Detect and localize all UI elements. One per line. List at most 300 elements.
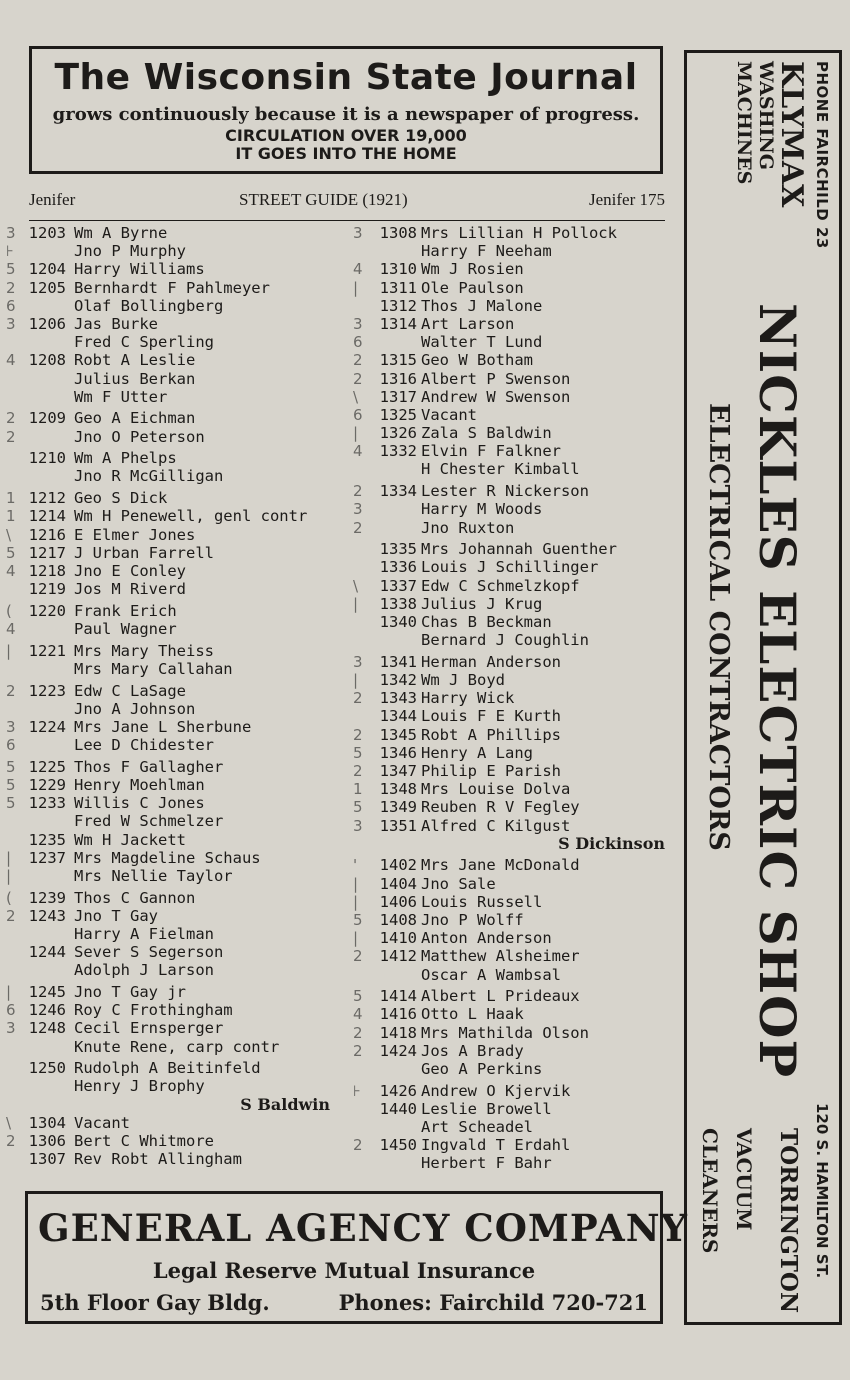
house-number: 1345 xyxy=(379,725,417,744)
listing-row xyxy=(345,780,667,798)
street-heading-text: S Baldwin xyxy=(240,1094,330,1114)
listing-row xyxy=(0,297,330,315)
listing-row xyxy=(0,449,330,467)
resident-name: Mrs Mary Theiss xyxy=(74,641,214,660)
resident-name: Jno A Johnson xyxy=(74,699,196,718)
pencil-mark: 1 xyxy=(353,780,363,799)
side-street: 120 S. HAMILTON ST. xyxy=(813,1103,831,1279)
house-number: 1237 xyxy=(28,848,66,867)
pencil-mark: 3 xyxy=(6,314,16,333)
listing-row xyxy=(345,1024,667,1042)
side-vacuum: VACUUM xyxy=(732,1128,756,1231)
house-number: 1408 xyxy=(379,910,417,929)
listing-row xyxy=(0,602,330,620)
resident-name: Art Larson xyxy=(421,314,515,333)
listing-row xyxy=(0,315,330,333)
house-number: 1348 xyxy=(379,780,417,799)
listing-row xyxy=(345,987,667,1005)
pencil-mark: 3 xyxy=(6,224,16,242)
house-number: 1244 xyxy=(28,943,66,962)
side-phone: PHONE FAIRCHILD 23 xyxy=(813,61,831,249)
resident-name: Fred C Sperling xyxy=(74,333,214,352)
listing-row xyxy=(345,577,667,595)
resident-name: Fred W Schmelzer xyxy=(74,812,224,831)
house-number: 1223 xyxy=(28,681,66,700)
pencil-mark: \ xyxy=(6,525,12,544)
resident-name: Zala S Baldwin xyxy=(421,424,552,443)
pencil-mark: 3 xyxy=(353,652,363,671)
street-heading-text: S Dickinson xyxy=(558,833,665,853)
listing-row xyxy=(345,1005,667,1023)
resident-name: Wm A Byrne xyxy=(74,224,168,242)
listing-row xyxy=(0,831,330,849)
house-number: 1233 xyxy=(28,794,66,813)
resident-name: Harry Wick xyxy=(421,689,515,708)
pencil-mark: 4 xyxy=(353,442,363,461)
pencil-mark: 4 xyxy=(6,561,16,580)
resident-name: Thos J Malone xyxy=(421,296,543,315)
resident-name: Jno P Murphy xyxy=(74,242,186,261)
listing-row xyxy=(0,224,330,242)
house-number: 1221 xyxy=(28,641,66,660)
listing-row xyxy=(0,242,330,260)
listing-row xyxy=(0,849,330,867)
listing-row xyxy=(0,700,330,718)
resident-name: Matthew Alsheimer xyxy=(421,947,580,966)
pencil-mark: 2 xyxy=(353,351,363,370)
pencil-mark: 2 xyxy=(6,681,16,700)
resident-name: Geo S Dick xyxy=(74,489,168,508)
house-number: 1203 xyxy=(28,224,66,242)
resident-name: Herman Anderson xyxy=(421,652,561,671)
pencil-mark: ( xyxy=(6,888,12,907)
house-number: 1314 xyxy=(379,314,417,333)
side-torrington: TORRINGTON xyxy=(775,1128,802,1313)
listing-row xyxy=(0,1059,330,1077)
resident-name: Geo A Eichman xyxy=(74,409,196,428)
resident-name: E Elmer Jones xyxy=(74,525,196,544)
house-number: 1308 xyxy=(379,224,417,242)
listing-row xyxy=(0,943,330,961)
listing-row xyxy=(0,370,330,388)
pencil-mark: \ xyxy=(353,387,359,406)
listing-row xyxy=(0,279,330,297)
listing-row xyxy=(0,580,330,598)
resident-name: Paul Wagner xyxy=(74,619,177,638)
resident-name: Frank Erich xyxy=(74,601,177,620)
listing-row xyxy=(345,947,667,965)
pencil-mark: | xyxy=(353,671,359,689)
house-number: 1204 xyxy=(28,260,66,279)
pencil-mark: ( xyxy=(6,601,12,620)
side-washing-machines xyxy=(733,61,777,184)
company-address: 5th Floor Gay Bldg. xyxy=(40,1290,270,1315)
resident-name: Rudolph A Beitinfeld xyxy=(74,1059,261,1078)
resident-name: Robt A Leslie xyxy=(74,351,196,370)
resident-name: Bernhardt F Pahlmeyer xyxy=(74,278,270,297)
house-number: 1440 xyxy=(379,1099,417,1118)
house-number: 1341 xyxy=(379,652,417,671)
listing-row xyxy=(345,315,667,333)
side-machines: MACHINES xyxy=(733,61,755,185)
listing-row xyxy=(345,540,667,558)
resident-name: Cecil Ernsperger xyxy=(74,1019,224,1038)
house-number: 1310 xyxy=(379,260,417,279)
resident-name: Harry A Fielman xyxy=(74,924,214,943)
listing-row xyxy=(345,726,667,744)
resident-name: Wm J Rosien xyxy=(421,260,524,279)
pencil-mark: ⊦ xyxy=(6,242,14,261)
listing-row xyxy=(0,889,330,907)
house-number: 1217 xyxy=(28,543,66,562)
house-number: 1307 xyxy=(28,1150,66,1169)
listing-row xyxy=(345,631,667,649)
listing-row xyxy=(345,424,667,442)
pencil-mark: 4 xyxy=(6,619,16,638)
street-heading xyxy=(345,835,667,853)
resident-name: Mrs Louise Dolva xyxy=(421,780,571,799)
listing-row xyxy=(0,794,330,812)
house-number: 1334 xyxy=(379,482,417,501)
house-number: 1351 xyxy=(379,816,417,835)
house-number: 1346 xyxy=(379,743,417,762)
side-advertisement xyxy=(684,50,842,1325)
house-number: 1336 xyxy=(379,558,417,577)
listing-row xyxy=(0,718,330,736)
side-shop-name: NICKLES ELECTRIC SHOP xyxy=(748,303,807,1079)
company-phones: Phones: Fairchild 720-721 xyxy=(338,1290,648,1315)
ad-title: The Wisconsin State Journal xyxy=(54,57,638,98)
resident-name: Julius Berkan xyxy=(74,369,196,388)
listing-row xyxy=(0,1114,330,1132)
listing-row xyxy=(345,482,667,500)
house-number: 1209 xyxy=(28,409,66,428)
house-number: 1332 xyxy=(379,442,417,461)
resident-name: Willis C Jones xyxy=(74,794,205,813)
pencil-mark: | xyxy=(353,424,359,443)
house-number: 1340 xyxy=(379,612,417,631)
resident-name: Alfred C Kilgust xyxy=(421,816,571,835)
listing-row xyxy=(345,595,667,613)
house-number: 1343 xyxy=(379,689,417,708)
resident-name: Mrs Mathilda Olson xyxy=(421,1023,589,1042)
listing-row xyxy=(345,442,667,460)
house-number: 1246 xyxy=(28,1001,66,1020)
listing-row xyxy=(345,966,667,984)
resident-name: Wm H Penewell, genl contr xyxy=(74,507,308,526)
resident-name: Henry J Brophy xyxy=(74,1077,205,1096)
house-number: 1304 xyxy=(28,1113,66,1132)
house-number: 1229 xyxy=(28,775,66,794)
resident-name: Edw C LaSage xyxy=(74,681,186,700)
listing-row xyxy=(0,867,330,885)
resident-name: Jno T Gay xyxy=(74,906,158,925)
house-number: 1206 xyxy=(28,314,66,333)
listing-row xyxy=(345,689,667,707)
listing-row xyxy=(0,333,330,351)
pencil-mark: 2 xyxy=(353,369,363,388)
listing-row xyxy=(345,817,667,835)
house-number: 1410 xyxy=(379,929,417,948)
pencil-mark: 2 xyxy=(6,278,16,297)
listing-row xyxy=(0,758,330,776)
pencil-mark: 2 xyxy=(6,906,16,925)
house-number: 1218 xyxy=(28,561,66,580)
pencil-mark: 2 xyxy=(6,427,16,446)
house-number: 1205 xyxy=(28,278,66,297)
pencil-mark: | xyxy=(353,874,359,893)
listing-row xyxy=(345,613,667,631)
resident-name: Mrs Magdeline Schaus xyxy=(74,848,261,867)
pencil-mark: ' xyxy=(353,856,358,875)
pencil-mark: 2 xyxy=(353,947,363,966)
house-number: 1404 xyxy=(379,874,417,893)
pencil-mark: 6 xyxy=(6,1001,16,1020)
house-number: 1245 xyxy=(28,983,66,1001)
listing-row xyxy=(0,1019,330,1037)
resident-name: Philip E Parish xyxy=(421,761,561,780)
resident-name: Jno T Gay jr xyxy=(74,983,186,1001)
house-number: 1315 xyxy=(379,351,417,370)
pencil-mark: | xyxy=(353,278,359,297)
house-number: 1250 xyxy=(28,1059,66,1078)
listing-row xyxy=(345,1100,667,1118)
house-number: 1210 xyxy=(28,449,66,468)
listing-row xyxy=(0,961,330,979)
listing-row xyxy=(0,682,330,700)
house-number: 1317 xyxy=(379,387,417,406)
resident-name: Olaf Bollingberg xyxy=(74,296,224,315)
listing-row xyxy=(0,1150,330,1168)
resident-name: Jno E Conley xyxy=(74,561,186,580)
listing-row xyxy=(0,776,330,794)
resident-name: Mrs Jane L Sherbune xyxy=(74,717,252,736)
listing-row xyxy=(0,544,330,562)
house-number: 1338 xyxy=(379,594,417,613)
listing-row xyxy=(345,406,667,424)
listing-row xyxy=(0,736,330,754)
resident-name: Adolph J Larson xyxy=(74,961,214,980)
pencil-mark: 5 xyxy=(6,260,16,279)
resident-name: Jno O Peterson xyxy=(74,427,205,446)
listing-row xyxy=(345,242,667,260)
pencil-mark: 3 xyxy=(353,500,363,519)
pencil-mark: 2 xyxy=(353,1041,363,1060)
pencil-mark: \ xyxy=(6,1113,12,1132)
resident-name: Edw C Schmelzkopf xyxy=(421,576,580,595)
resident-name: Art Scheadel xyxy=(421,1118,533,1136)
pencil-mark: 3 xyxy=(6,1019,16,1038)
resident-name: Leslie Browell xyxy=(421,1099,552,1118)
ad-tagline: grows continuously because it is a newspaper of progress. xyxy=(52,104,640,125)
listing-row xyxy=(0,489,330,507)
side-washing: WASHING xyxy=(755,61,777,171)
resident-name: Louis J Schillinger xyxy=(421,558,599,577)
pencil-mark: 2 xyxy=(353,725,363,744)
house-number: 1412 xyxy=(379,947,417,966)
listing-row xyxy=(345,388,667,406)
house-number: 1349 xyxy=(379,798,417,817)
house-number: 1220 xyxy=(28,601,66,620)
resident-name: Ingvald T Erdahl xyxy=(421,1136,571,1155)
listing-row xyxy=(0,260,330,278)
resident-name: Louis F E Kurth xyxy=(421,707,561,726)
house-number: 1312 xyxy=(379,296,417,315)
house-number: 1216 xyxy=(28,525,66,544)
pencil-mark: 6 xyxy=(353,333,363,352)
resident-name: Wm F Utter xyxy=(74,387,168,406)
house-number: 1335 xyxy=(379,540,417,559)
house-number: 1344 xyxy=(379,707,417,726)
resident-name: Vacant xyxy=(74,1113,130,1132)
pencil-mark: 3 xyxy=(353,224,363,242)
resident-name: Jos M Riverd xyxy=(74,580,186,599)
resident-name: J Urban Farrell xyxy=(74,543,214,562)
pencil-mark: \ xyxy=(353,576,359,595)
listing-row xyxy=(345,370,667,388)
house-number: 1219 xyxy=(28,580,66,599)
listing-row xyxy=(345,1082,667,1100)
house-number: 1416 xyxy=(379,1005,417,1024)
resident-name: Bernard J Coughlin xyxy=(421,631,589,650)
house-number: 1316 xyxy=(379,369,417,388)
pencil-mark: 2 xyxy=(6,409,16,428)
listing-row xyxy=(0,409,330,427)
listing-row xyxy=(345,893,667,911)
listing-row xyxy=(345,856,667,874)
house-number: 1342 xyxy=(379,671,417,689)
listing-row xyxy=(345,1136,667,1154)
listing-row xyxy=(345,671,667,689)
resident-name: Mrs Lillian H Pollock xyxy=(421,224,617,242)
house-number: 1235 xyxy=(28,830,66,849)
resident-name: Oscar A Wambsal xyxy=(421,965,561,984)
listing-row xyxy=(0,388,330,406)
pencil-mark: 2 xyxy=(353,1136,363,1155)
listing-row xyxy=(0,907,330,925)
pencil-mark: 6 xyxy=(6,736,16,755)
resident-name: Albert P Swenson xyxy=(421,369,571,388)
resident-name: Jos A Brady xyxy=(421,1041,524,1060)
listing-row xyxy=(345,460,667,478)
resident-name: Henry Moehlman xyxy=(74,775,205,794)
listing-row xyxy=(345,798,667,816)
resident-name: Albert L Prideaux xyxy=(421,987,580,1006)
listing-row xyxy=(0,1077,330,1095)
listing-row xyxy=(0,1038,330,1056)
listing-row xyxy=(0,642,330,660)
resident-name: Knute Rene, carp contr xyxy=(74,1037,280,1056)
resident-name: H Chester Kimball xyxy=(421,460,580,479)
ad-home-line: IT GOES INTO THE HOME xyxy=(235,144,457,163)
listing-row xyxy=(345,1060,667,1078)
listing-row xyxy=(345,744,667,762)
listing-row xyxy=(0,507,330,525)
pencil-mark: 3 xyxy=(353,314,363,333)
pencil-mark: | xyxy=(6,848,12,867)
resident-name: Roy C Frothingham xyxy=(74,1001,233,1020)
listing-row xyxy=(345,929,667,947)
listing-row xyxy=(345,707,667,725)
house-number: 1424 xyxy=(379,1041,417,1060)
pencil-mark: 3 xyxy=(6,717,16,736)
pencil-mark: | xyxy=(353,892,359,911)
listing-row xyxy=(345,762,667,780)
resident-name: Julius J Krug xyxy=(421,594,543,613)
left-column xyxy=(0,224,330,1168)
resident-name: Reuben R V Fegley xyxy=(421,798,580,817)
listing-row xyxy=(0,812,330,830)
listing-row xyxy=(345,558,667,576)
pencil-mark: 2 xyxy=(353,482,363,501)
top-advertisement xyxy=(29,46,663,174)
pencil-mark: 1 xyxy=(6,507,16,526)
resident-name: Harry M Woods xyxy=(421,500,543,519)
house-number: 1239 xyxy=(28,888,66,907)
listing-row xyxy=(0,925,330,943)
resident-name: Herbert F Bahr xyxy=(421,1154,552,1173)
resident-name: Vacant xyxy=(421,405,477,424)
house-number: 1214 xyxy=(28,507,66,526)
house-number: 1212 xyxy=(28,489,66,508)
resident-name: Thos C Gannon xyxy=(74,888,196,907)
resident-name: Harry F Neeham xyxy=(421,242,552,261)
pencil-mark: 5 xyxy=(6,543,16,562)
listing-row xyxy=(0,467,330,485)
listing-row xyxy=(345,279,667,297)
side-cleaners: CLEANERS xyxy=(698,1128,722,1254)
resident-name: Bert C Whitmore xyxy=(74,1132,214,1150)
header-street-left: Jenifer xyxy=(29,190,76,209)
resident-name: Louis Russell xyxy=(421,892,543,911)
resident-name: Jno Ruxton xyxy=(421,518,515,537)
pencil-mark: | xyxy=(353,594,359,613)
pencil-mark: 4 xyxy=(353,1005,363,1024)
house-number: 1402 xyxy=(379,856,417,875)
house-number: 1450 xyxy=(379,1136,417,1155)
pencil-mark: 4 xyxy=(353,260,363,279)
resident-name: Jas Burke xyxy=(74,314,158,333)
pencil-mark: 2 xyxy=(353,689,363,708)
pencil-mark: 6 xyxy=(353,405,363,424)
resident-name: Elvin F Falkner xyxy=(421,442,561,461)
listing-row xyxy=(0,526,330,544)
house-number: 1347 xyxy=(379,761,417,780)
resident-name: Wm A Phelps xyxy=(74,449,177,468)
pencil-mark: 3 xyxy=(353,816,363,835)
pencil-mark: 5 xyxy=(6,775,16,794)
pencil-mark: 5 xyxy=(353,798,363,817)
pencil-mark: 4 xyxy=(6,351,16,370)
resident-name: Otto L Haak xyxy=(421,1005,524,1024)
resident-name: Andrew W Swenson xyxy=(421,387,571,406)
resident-name: Wm H Jackett xyxy=(74,830,186,849)
house-number: 1426 xyxy=(379,1081,417,1100)
header-title: STREET GUIDE (1921) xyxy=(239,190,408,209)
header-street-page: Jenifer 175 xyxy=(588,190,665,209)
listing-row xyxy=(345,1042,667,1060)
listing-row xyxy=(0,620,330,638)
pencil-mark: 2 xyxy=(353,518,363,537)
resident-name: Wm J Boyd xyxy=(421,671,505,689)
resident-name: Lester R Nickerson xyxy=(421,482,589,501)
resident-name: Jno P Wolff xyxy=(421,910,524,929)
bottom-advertisement xyxy=(25,1191,688,1324)
resident-name: Chas B Beckman xyxy=(421,612,552,631)
pencil-mark: 5 xyxy=(353,743,363,762)
listing-row xyxy=(345,1118,667,1136)
resident-name: Sever S Segerson xyxy=(74,943,224,962)
